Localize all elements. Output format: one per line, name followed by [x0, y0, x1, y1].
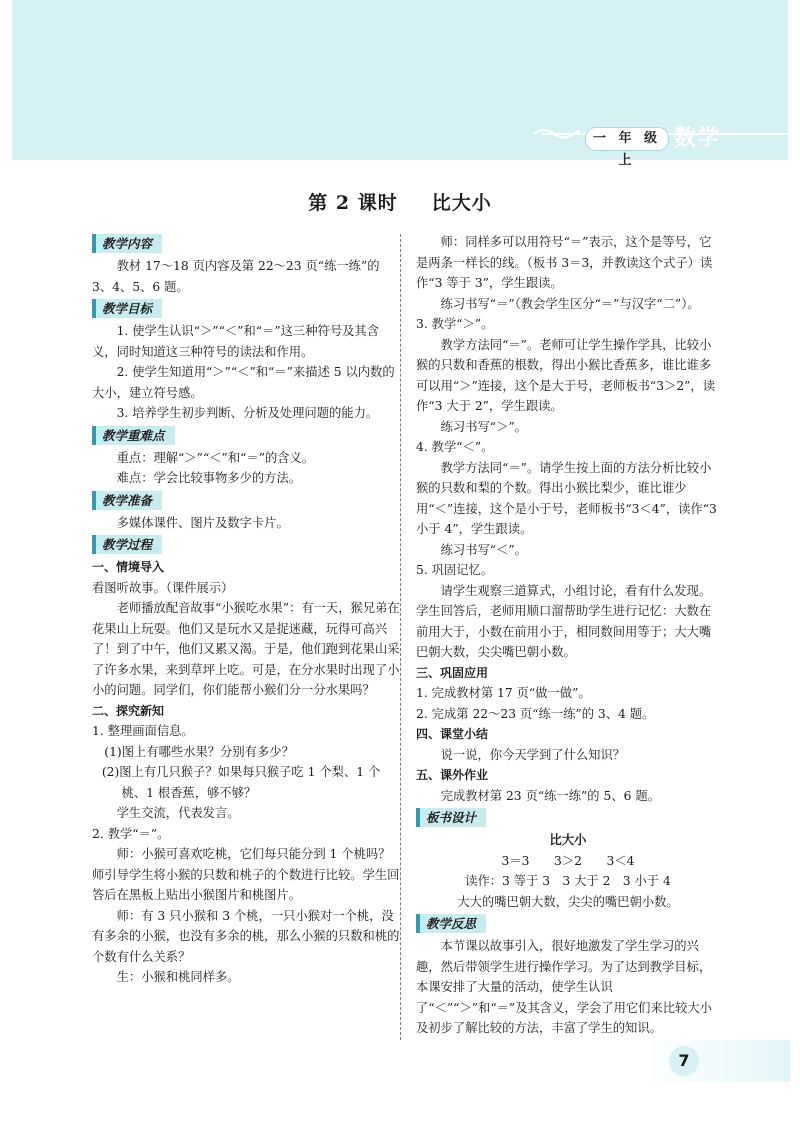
paragraph: 3. 培养学生初步判断、分析及处理问题的能力。 — [116, 406, 379, 420]
paragraph: 师：有 3 只小猴和 3 个桃，一只小猴对一个桃，没有多余的小猴，也没有多余的桃，那么小猴的只数和桃的个数有什么关系？ — [92, 908, 400, 964]
paragraph: 看图听故事。（课件展示） — [92, 580, 234, 595]
paragraph: 本节课以故事引入，很好地激发了学生学习的兴趣，然后带领学生进行操作学习。为了达到教学目标，本课安排了大量的活动，使学生认识了“＜”“＞”和“＝”及其含义，学会了用它们来比较大小及初步了解比较的方法，丰富了学生的知识。 — [416, 939, 712, 1035]
paragraph: 教学方法同“＝”。老师可让学生操作学具，比较小猴的只数和香蕉的根数，得出小猴比香蕉多，谁比谁多可以用“＞”连接，这个是大于号，老师板书“3＞2”，读作“3 大于 2”，学生跟读。 — [416, 337, 716, 413]
board-line: 3＝3 3＞2 3＜4 — [501, 853, 635, 868]
paragraph: 练习书写“＜”。 — [440, 542, 527, 557]
subheading: 三、巩固应用 — [416, 665, 489, 680]
paragraph: 多媒体课件、图片及数字卡片。 — [116, 515, 289, 530]
left-column — [92, 232, 402, 988]
paragraph: 练习书写“＞”。 — [440, 419, 527, 434]
section-label: 教学过程 — [92, 535, 162, 554]
decorative-line-icon — [532, 122, 582, 142]
paragraph: 3. 教学“＞”。 — [416, 317, 494, 331]
paragraph: 完成教材第 23 页“练一练”的 5、6 题。 — [440, 788, 660, 803]
paragraph: 1. 整理画面信息。 — [92, 724, 194, 738]
right-column — [416, 232, 720, 1039]
grade-label: 一 年 级 上 — [585, 127, 669, 151]
paragraph: 2. 教学“＝”。 — [92, 826, 170, 841]
board-line: 读作：3 等于 3 3 大于 2 3 小于 4 — [465, 874, 671, 888]
paragraph: 说一说，你今天学到了什么知识？ — [440, 747, 626, 762]
subheading: 四、课堂小结 — [416, 727, 489, 741]
paragraph: 难点：学会比较事物多少的方法。 — [116, 471, 302, 485]
paragraph: 教学方法同“＝”。请学生按上面的方法分析比较小猴的只数和梨的个数。得出小猴比梨少，谁比谁少用“＜”连接，这个是小于号，老师板书“3＜4”，读作“3 小于 4”，学生跟读。 — [416, 460, 717, 536]
section-label: 板书设计 — [416, 808, 486, 827]
paragraph: 重点：理解“＞”“＜”和“＝”的含义。 — [116, 450, 315, 465]
paragraph: 1. 使学生认识“＞”“＜”和“＝”这三种符号及其含义，同时知道这三种符号的读法和作用。 — [92, 324, 380, 359]
board-title: 比大小 — [549, 833, 587, 847]
paragraph: 练习书写“＝”（教会学生区分“＝”与汉字“二”）。 — [440, 296, 700, 311]
paragraph: 生：小猴和桃同样多。 — [116, 970, 240, 984]
header-banner — [12, 0, 788, 168]
paragraph: 请学生观察三道算式，小组讨论，看有什么发现。学生回答后，老师用顺口溜帮助学生进行记忆：大数在前用大于，小数在前用小于，相同数间用等于；大大嘴巴朝大数，尖尖嘴巴朝小数。 — [416, 583, 712, 659]
lesson-number: 第 2 课时 — [308, 192, 398, 214]
board-line: 大大的嘴巴朝大数，尖尖的嘴巴朝小数。 — [457, 894, 679, 909]
subheading: 一、情境导入 — [92, 560, 165, 574]
page-number: 7 — [669, 1046, 699, 1076]
paragraph: 2. 使学生知道用“＞”“＜”和“＝”来描述 5 以内数的大小，建立符号感。 — [92, 365, 395, 400]
subheading: 二、探究新知 — [92, 703, 165, 718]
subject-label: 数学 — [674, 126, 721, 151]
paragraph: 老师播放配音故事“小猴吃水果”：有一天，猴兄弟在花果山上玩耍。他们又是玩水又是捉迷藏，玩得可高兴了！到了中午，他们又累又渴。于是，他们跑到花果山采了许多水果，来到草坪上吃。可是，在分水果时出现了小小的问题。同学们，你们能帮小猴们分一分水果吗？ — [92, 601, 400, 697]
section-label: 教学重难点 — [92, 426, 175, 445]
paragraph: 教材 17～18 页内容及第 22～23 页“练一练”的 3、4、5、6 题。 — [92, 259, 380, 294]
page-number-shade — [640, 1040, 790, 1082]
subheading: 五、课外作业 — [416, 768, 489, 782]
section-label: 教学目标 — [92, 299, 162, 318]
section-label: 教学准备 — [92, 491, 162, 510]
section-label: 教学内容 — [92, 234, 162, 253]
paragraph: (1)图上有哪些水果？分别有多少？ — [104, 744, 294, 759]
paragraph: 学生交流，代表发言。 — [116, 806, 240, 820]
paragraph: 5. 巩固记忆。 — [416, 563, 494, 577]
paragraph: 2. 完成第 22～23 页“练一练”的 3、4 题。 — [416, 706, 655, 721]
paragraph: 师：小猴可喜欢吃桃，它们每只能分到 1 个桃吗？师引导学生将小猴的只数和桃子的个数进行比较。学生回答后在黑板上贴出小猴图片和桃图片。 — [92, 847, 400, 902]
paragraph: (2)图上有几只猴子？如果每只猴子吃 1 个梨、1 个桃、1 根香蕉，够不够？ — [101, 765, 381, 800]
paragraph: 师：同样多可以用符号“＝”表示，这个是等号，它是两条一样长的线。（板书 3＝3，并教读这个式子）读作“3 等于 3”，学生跟读。 — [416, 235, 713, 290]
lesson-title — [0, 188, 800, 215]
paragraph: 4. 教学“＜”。 — [416, 440, 494, 454]
paragraph: 1. 完成教材第 17 页“做一做”。 — [416, 686, 591, 700]
lesson-name: 比大小 — [431, 192, 492, 214]
section-label: 教学反思 — [416, 914, 486, 933]
